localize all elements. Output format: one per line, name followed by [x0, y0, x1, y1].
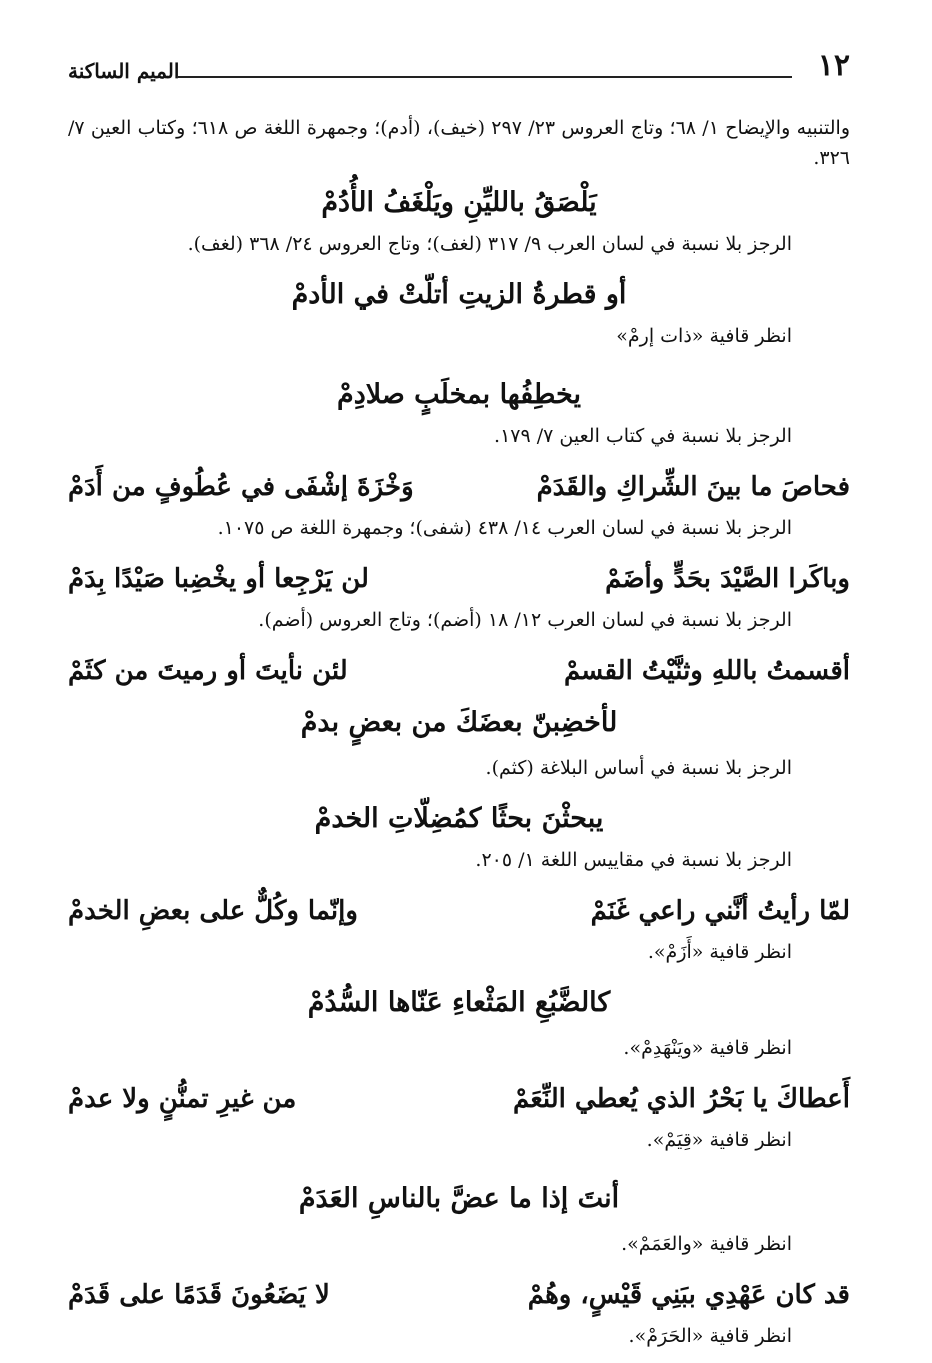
- cross-reference-note: انظر قافية «والعَمَمْ».: [621, 1233, 792, 1255]
- page-body: [68, 113, 850, 1351]
- second-hemistich: وإنّما وكُلٌّ على بعضِ الخدمْ: [68, 896, 358, 926]
- verse-couplet: [68, 1269, 850, 1321]
- verse-line: كالضَّبُعِ المَثْعاءِ عَنّاها السُّدُمْ: [307, 987, 611, 1018]
- verse-line: أنتَ إذا ما عضَّ بالناسِ العَدَمْ: [298, 1183, 620, 1214]
- verse-couplet: [68, 645, 850, 697]
- verse-line: لأخضِبنّ بعضَكَ من بعضٍ بدمْ: [300, 707, 618, 738]
- source-note: الرجز بلا نسبة في لسان العرب ٩/ ٣١٧ (لغف)؛ وتاج العروس ٢٤/ ٣٦٨ (لغف).: [187, 233, 792, 255]
- source-note: والتنبيه والإيضاح ١/ ٦٨؛ وتاج العروس ٢٣/ ٢٩٧ (خيف)، (أدم)؛ وجمهرة اللغة ص ٦١٨؛ وكتاب العين ٧/ ٣٢٦.: [68, 117, 851, 169]
- second-hemistich: وَخْزَةَ إشْفَى في عُطُوفٍ من أَدَمْ: [68, 472, 414, 502]
- verse-couplet: [68, 1073, 850, 1125]
- header-rule: [178, 76, 792, 78]
- first-hemistich: أقسمتُ باللهِ وثنَّيْتُ القسمْ: [564, 656, 850, 686]
- second-hemistich: لن يَرْجِعا أو يخْضِبا صَيْدًا بِدَمْ: [68, 564, 369, 594]
- cross-reference-note: انظر قافية «ذات إرمْ»: [616, 325, 792, 347]
- second-hemistich: لئن نأيتَ أو رميتَ من كثَمْ: [68, 656, 348, 686]
- first-hemistich: لمّا رأيتُ أنَّني راعي غَنَمْ: [590, 896, 850, 926]
- first-hemistich: وباكَرا الصَّيْدَ بحَدٍّ وأضَمْ: [605, 564, 850, 594]
- cross-reference-note: انظر قافية «ويَنْهَدِمْ».: [623, 1037, 792, 1059]
- verse-line: يبحثْنَ بحثًا كمُضِلّاتِ الخدمْ: [314, 803, 604, 834]
- source-note: الرجز بلا نسبة في لسان العرب ١٢/ ١٨ (أضم)؛ وتاج العروس (أضم).: [258, 609, 792, 631]
- cross-reference-note: انظر قافية «أَزَمْ».: [647, 941, 792, 963]
- source-note: الرجز بلا نسبة في لسان العرب ١٤/ ٤٣٨ (شفى)؛ وجمهرة اللغة ص ١٠٧٥.: [217, 517, 792, 539]
- source-note: الرجز بلا نسبة في أساس البلاغة (كثم).: [485, 757, 792, 779]
- cross-reference-note: انظر قافية «الحَرَمْ».: [628, 1325, 792, 1347]
- verse-couplet: [68, 461, 850, 513]
- second-hemistich: من غيرِ تمنُّنٍ ولا عدمْ: [68, 1084, 297, 1114]
- first-hemistich: فحاصَ ما بينَ الشِّراكِ والقَدَمْ: [536, 472, 850, 502]
- verse-couplet: [68, 553, 850, 605]
- page-header: [68, 48, 850, 88]
- verse-line: يَلْصَقُ بالليِّنِ ويَلْغَفُ الأُدُمْ: [321, 187, 597, 218]
- verse-line: أو قطرةُ الزيتِ أتلّتْ في الأدمْ: [291, 279, 627, 310]
- first-hemistich: أَعطاكَ يا بَحْرُ الذي يُعطي النِّعَمْ: [513, 1084, 850, 1114]
- source-note: الرجز بلا نسبة في مقاييس اللغة ١/ ٢٠٥.: [475, 849, 792, 871]
- second-hemistich: لا يَضَعُونَ قَدَمًا على قَدَمْ: [68, 1280, 330, 1310]
- cross-reference-note: انظر قافية «قِيَمْ».: [646, 1129, 792, 1151]
- source-note: الرجز بلا نسبة في كتاب العين ٧/ ١٧٩.: [494, 425, 792, 447]
- running-title: الميم الساكنة: [68, 59, 180, 83]
- page-number: ١٢: [817, 48, 850, 83]
- verse-line: يخطِفُها بمخلَبٍ صلادِمْ: [336, 379, 581, 410]
- first-hemistich: قد كان عَهْدِي ببَنِي قَيْسٍ، وهُمْ: [527, 1280, 850, 1310]
- verse-couplet: [68, 885, 850, 937]
